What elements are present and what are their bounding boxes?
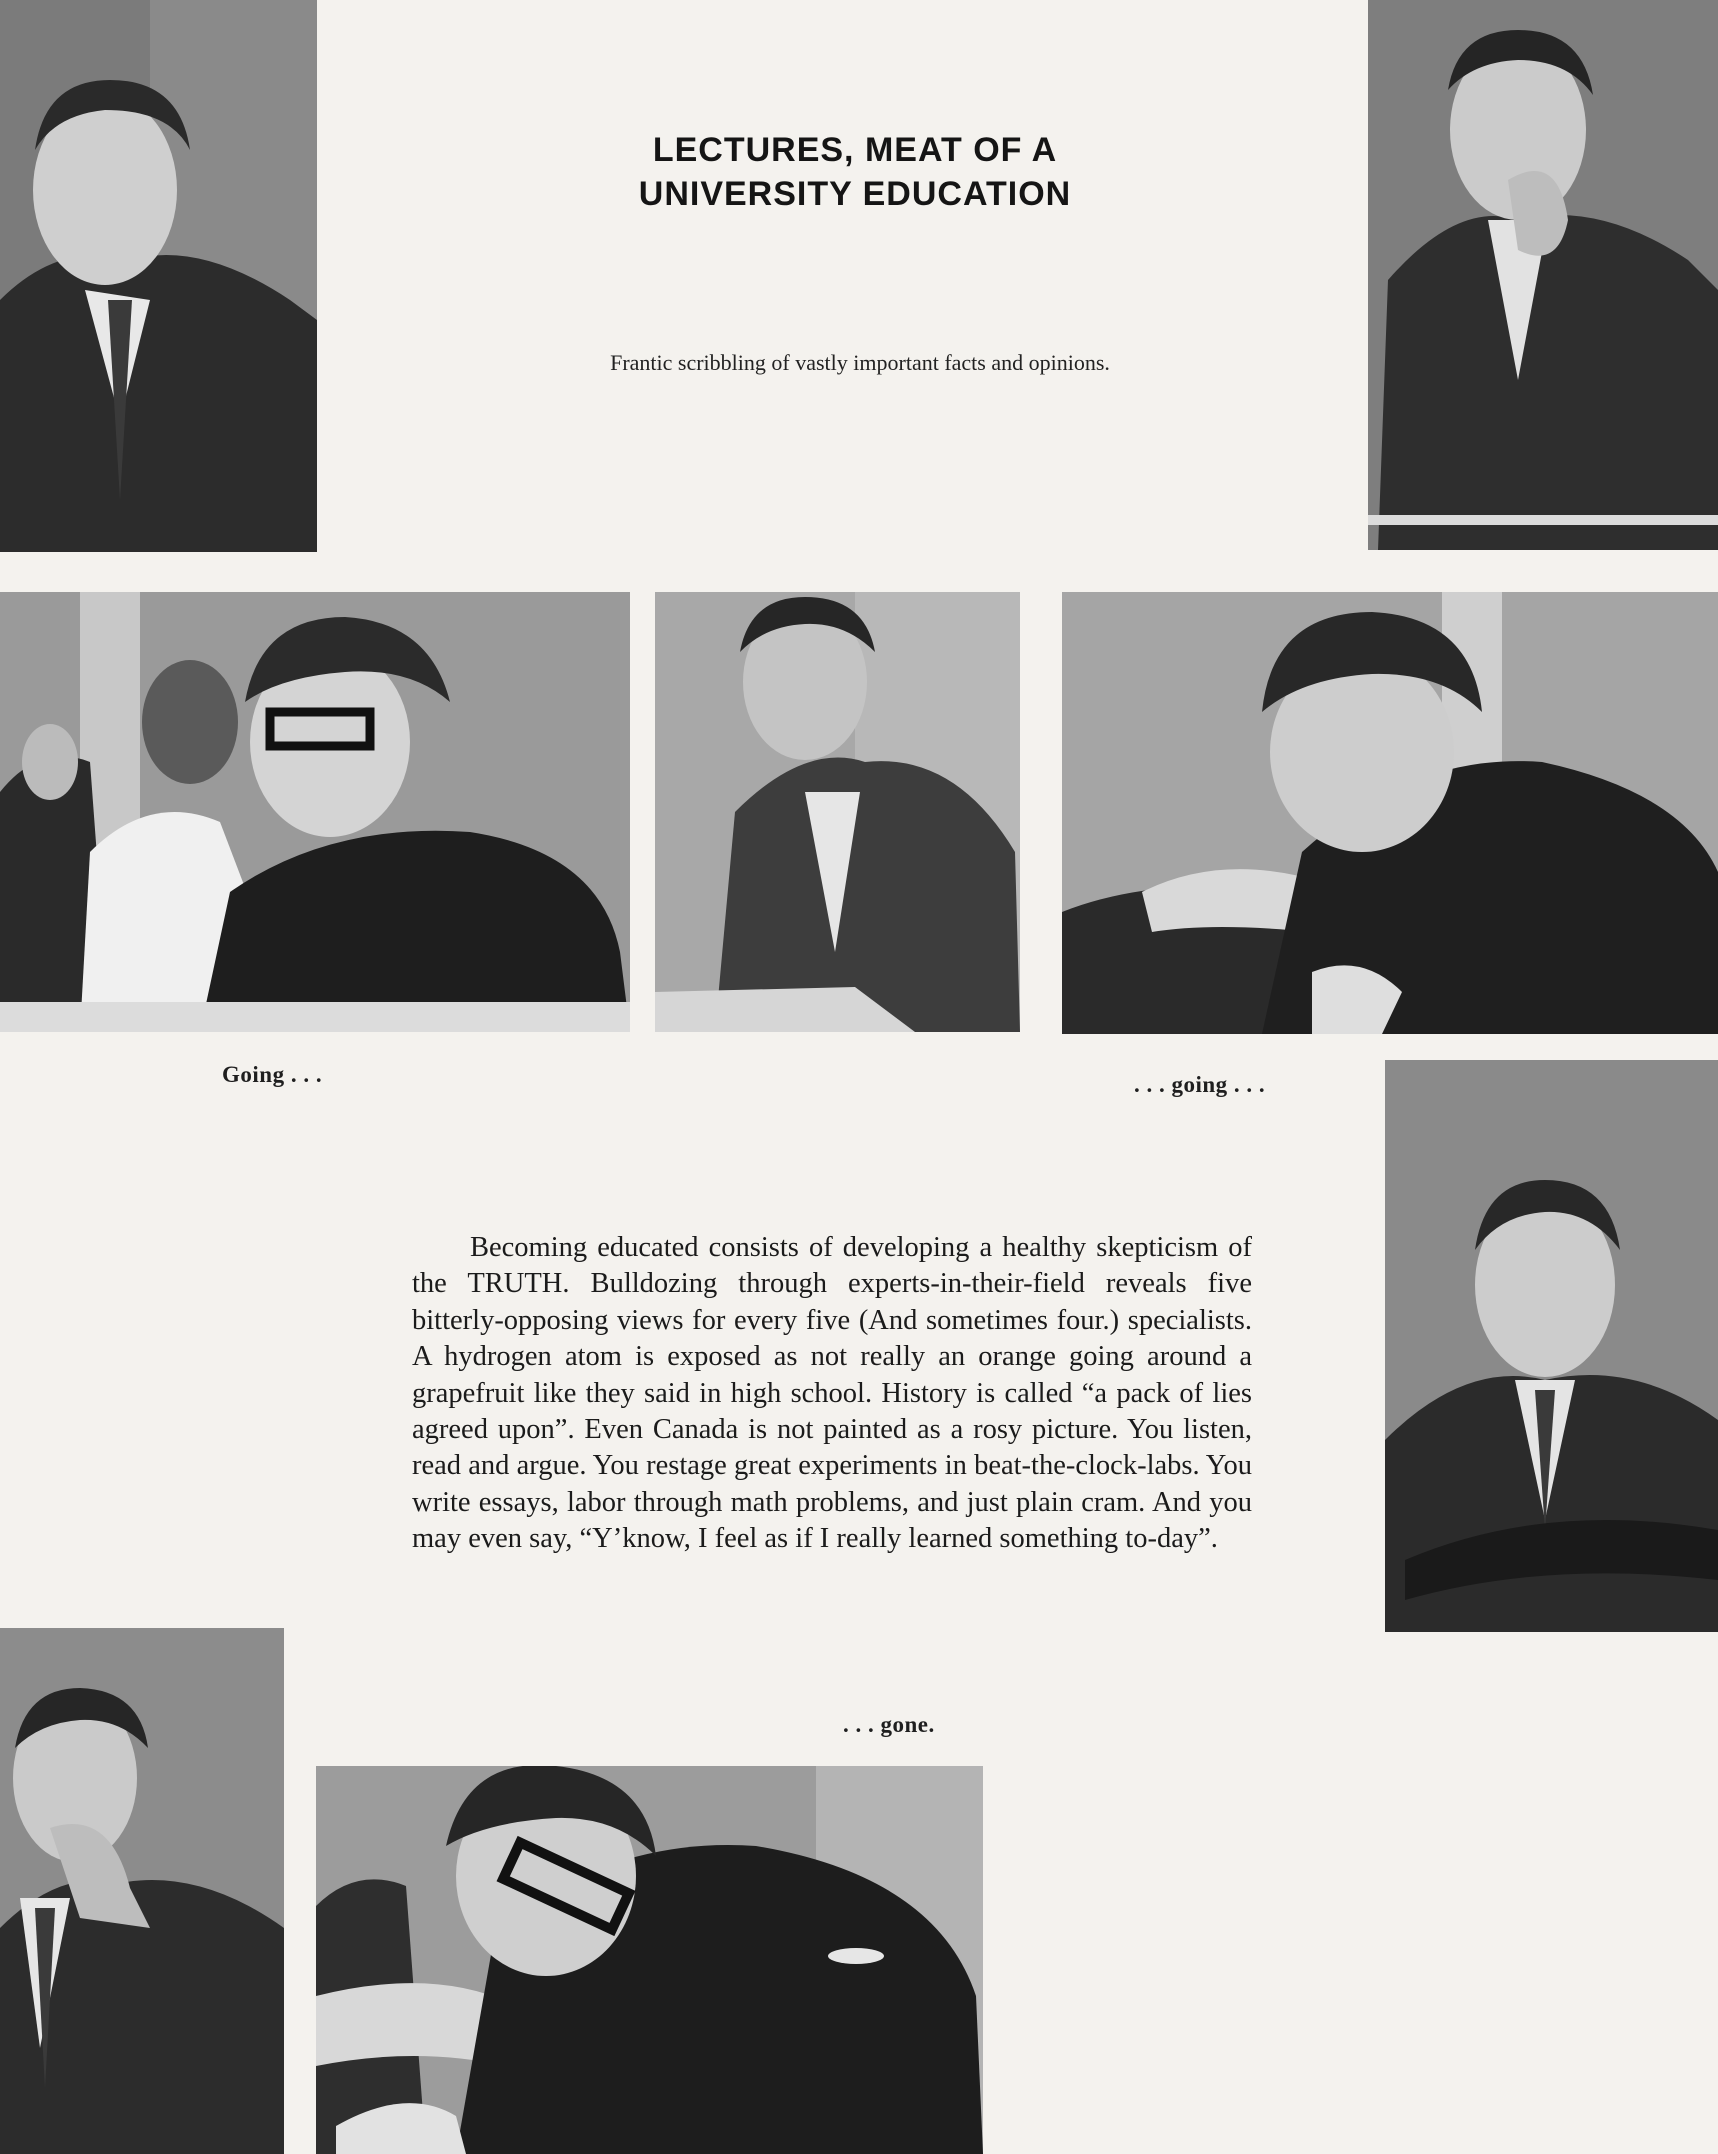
photo-students-sleeping <box>0 592 630 1032</box>
photo-student-bowed <box>1062 592 1718 1034</box>
body-paragraph: Becoming educated consists of developing a healthy skepticism of the TRUTH. Bulldozing through experts-in-their-field reveals five bitterly-opposing views for every five (And sometimes four.) specialists. A hydrogen atom is exposed as not really an orange going around a grapefruit like they said in high school. History is called “a pack of lies agreed upon”. Even Canada is not painted as a rosy picture. You listen, read and argue. You restage great experiments in beat-the-clock-labs. You write essays, labor through math problems, and just plain cram. And you may even say, “Y’know, I feel as if I really learned something to-day”. <box>412 1232 1252 1555</box>
photo-lecturer-reading <box>655 592 1020 1032</box>
photo-lecturer-arms-crossed <box>1385 1060 1718 1632</box>
caption-going-right: . . . going . . . <box>1134 1072 1266 1097</box>
photo-lecturer-top-right <box>1368 0 1718 550</box>
caption-gone: . . . gone. <box>843 1712 935 1737</box>
photo-student-hands-clasped <box>316 1766 983 2154</box>
photo-lecturer-top-left <box>0 0 317 552</box>
photo-lecturer-bottom-left <box>0 1628 284 2154</box>
caption-going-left: Going . . . <box>222 1062 323 1087</box>
page-title: LECTURES, MEAT OF A UNIVERSITY EDUCATION <box>638 131 1072 213</box>
page-subtitle: Frantic scribbling of vastly important facts and opinions. <box>610 350 1110 375</box>
